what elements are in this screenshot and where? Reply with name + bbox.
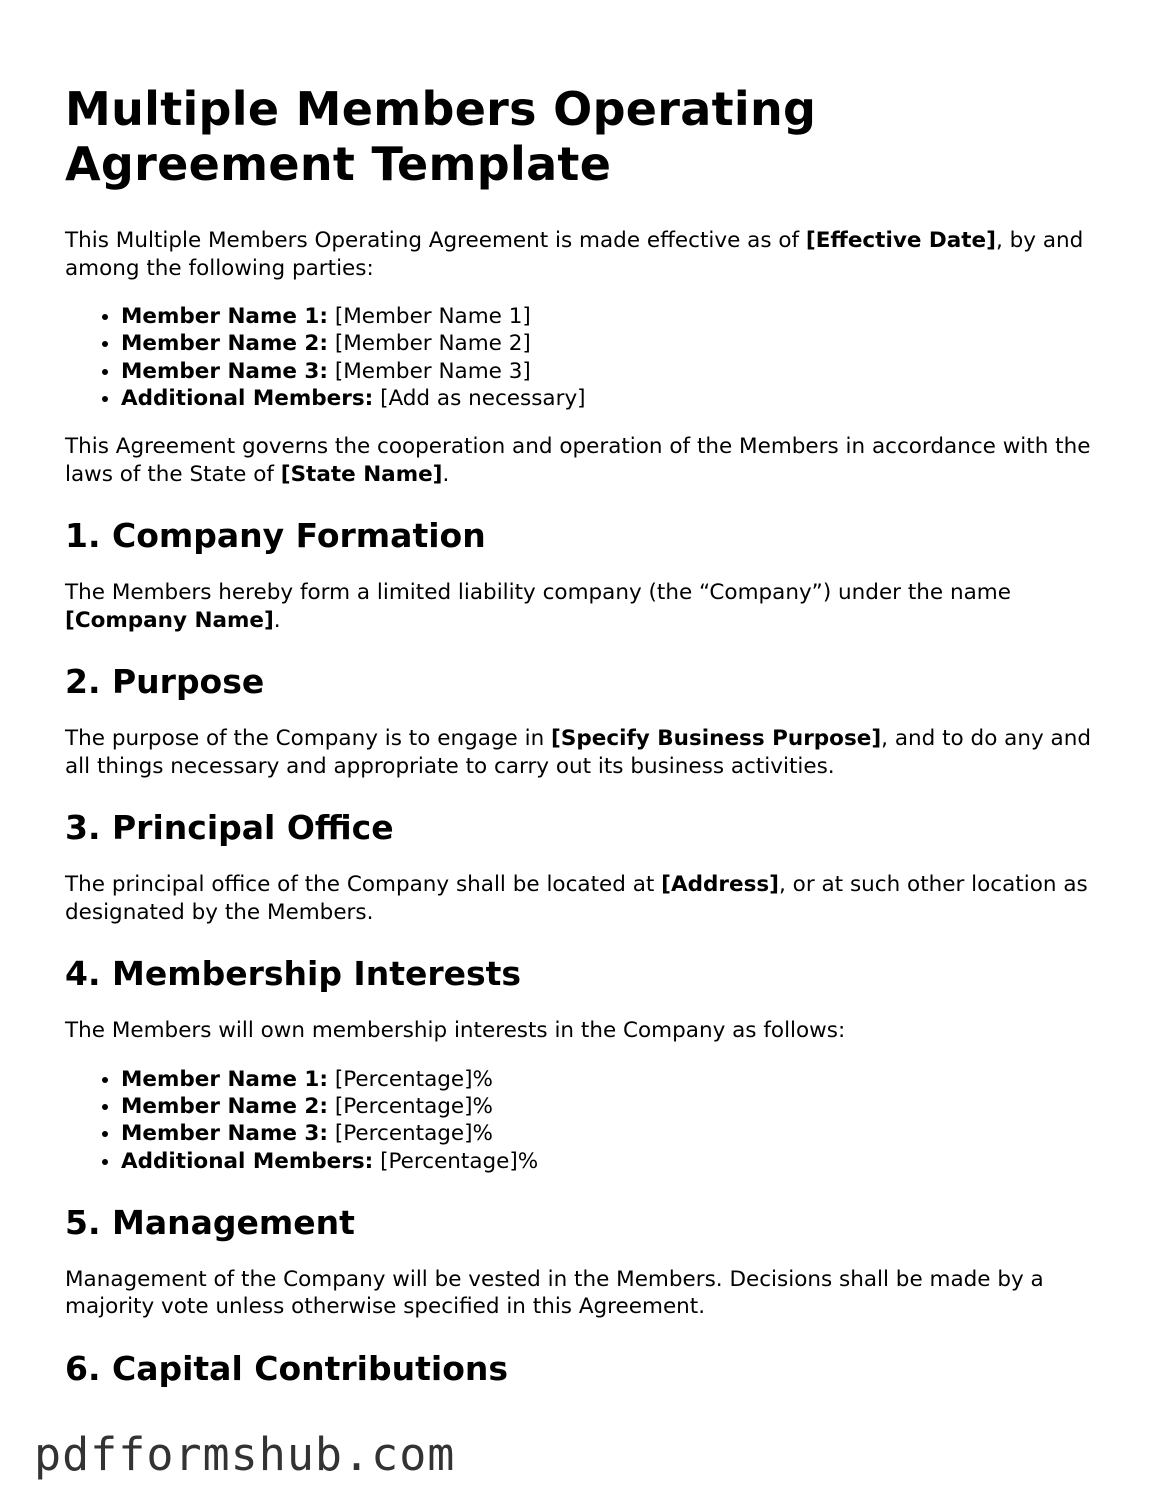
section-heading-membership-interests: 4. Membership Interests	[65, 954, 522, 994]
list-item: • Member Name 2: [Percentage]%	[121, 1093, 1115, 1120]
page-title: Multiple Members Operating Agreement Template	[65, 82, 817, 191]
section-text-management: Management of the Company will be vested in the Members. Decisions shall be made by a majority vote unless otherwise specified in this Agreement.	[65, 1266, 1044, 1320]
list-item: • Member Name 3: [Percentage]%	[121, 1120, 1115, 1147]
document-page	[65, 82, 1115, 1412]
governs-paragraph: This Agreement governs the cooperation and operation of the Members in accordance with the laws of the State of [State Name].	[65, 434, 1091, 487]
membership-interests-list	[65, 1066, 1115, 1175]
parties-list	[65, 303, 1115, 412]
section-text-principal-office: The principal office of the Company shall be located at [Address], or at such other location as designated by the Members.	[65, 872, 1088, 925]
section-heading-capital-contributions: 6. Capital Contributions	[65, 1348, 509, 1388]
section-text-membership-interests: The Members will own membership interests in the Company as follows:	[65, 1018, 846, 1044]
list-item: • Member Name 1: [Percentage]%	[121, 1066, 1115, 1093]
list-item: • Member Name 3: [Member Name 3]	[121, 358, 1115, 385]
intro-paragraph: This Multiple Members Operating Agreement is made effective as of [Effective Date], by and among the following parties:	[65, 228, 1084, 281]
list-item: • Member Name 2: [Member Name 2]	[121, 330, 1115, 357]
section-heading-management: 5. Management	[65, 1202, 355, 1242]
list-item: • Additional Members: [Add as necessary]	[121, 385, 1115, 412]
section-text-company-formation: The Members hereby form a limited liability company (the “Company”) under the name [Company Name].	[65, 580, 1011, 633]
section-heading-company-formation: 1. Company Formation	[65, 516, 486, 556]
watermark: pdfformshub.com	[34, 1428, 456, 1481]
section-text-purpose: The purpose of the Company is to engage in [Specify Business Purpose], and to do any and all things necessary and appropriate to carry out its business activities.	[65, 726, 1091, 779]
list-item: • Additional Members: [Percentage]%	[121, 1148, 1115, 1175]
section-heading-purpose: 2. Purpose	[65, 662, 265, 702]
section-heading-principal-office: 3. Principal Office	[65, 808, 394, 848]
list-item: • Member Name 1: [Member Name 1]	[121, 303, 1115, 330]
